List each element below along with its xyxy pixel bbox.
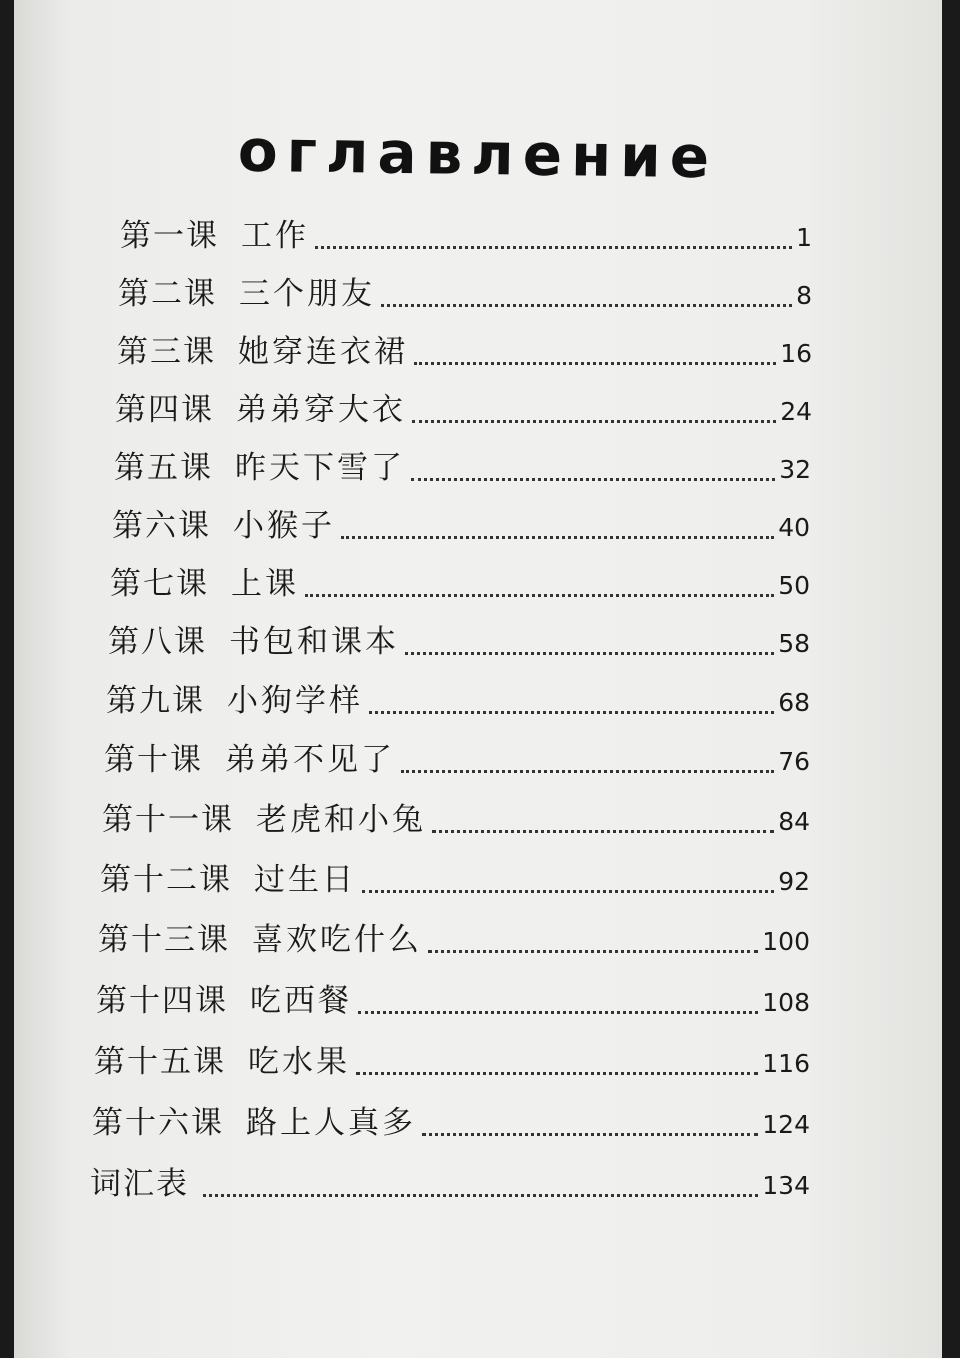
page-number: 84 [778,807,810,836]
lesson-number: 第四课 [115,392,214,428]
dot-leader [362,890,774,893]
lesson-number: 第十三课 [98,922,230,958]
lesson-number: 第七课 [110,566,209,602]
toc-entry [96,975,810,1020]
lesson-title: 喜欢吃什么 [252,922,422,958]
dot-leader [412,420,776,423]
dot-leader [356,1072,758,1075]
lesson-title: 吃水果 [248,1044,350,1080]
toc-entry [118,268,812,313]
toc-entry [90,1158,810,1203]
page-number: 134 [762,1171,810,1200]
lesson-number: 第六课 [112,508,211,544]
lesson-number: 第五课 [114,450,213,486]
page-number: 76 [778,747,810,776]
dot-leader [315,246,792,249]
page-number: 68 [778,688,810,717]
lesson-title: 三个朋友 [239,276,375,312]
dot-leader [203,1194,758,1197]
dot-leader [305,594,774,597]
lesson-title: 弟弟穿大衣 [236,392,406,428]
lesson-number: 第十四课 [96,983,228,1019]
dot-leader [422,1133,758,1136]
lesson-number: 第十二课 [100,862,232,898]
dot-leader [341,536,774,539]
lesson-number: 第九课 [106,683,205,719]
table-of-contents [14,0,942,1358]
toc-entry [110,558,810,603]
lesson-number: 第十五课 [94,1044,226,1080]
lesson-title: 小猴子 [233,508,335,544]
toc-entry [94,1036,810,1081]
lesson-number: 第一课 [120,218,219,254]
toc-entry [114,442,811,487]
toc-entry [112,500,810,545]
page-number: 124 [762,1110,810,1139]
toc-entry [104,734,810,779]
toc-entry [117,326,812,371]
page-number: 108 [762,988,810,1017]
lesson-title: 她穿连衣裙 [238,334,408,370]
page-number: 100 [762,927,810,956]
lesson-number: 第十一课 [102,802,234,838]
lesson-title: 过生日 [254,862,356,898]
toc-entry [92,1097,810,1142]
page-number: 92 [778,867,810,896]
lesson-number: 第十课 [104,742,203,778]
lesson-number: 第三课 [117,334,216,370]
lesson-number: 第二课 [118,276,217,312]
lesson-number: 第八课 [108,624,207,660]
dot-leader [432,830,774,833]
lesson-number: 第十六课 [92,1105,224,1141]
toc-entry [108,616,810,661]
lesson-title: 上课 [231,566,299,602]
dot-leader [405,652,774,655]
lesson-title: 弟弟不见了 [225,742,395,778]
dot-leader [414,362,776,365]
page-number: 116 [762,1049,810,1078]
lesson-title: 书包和课本 [229,624,399,660]
dot-leader [428,950,758,953]
page-number: 50 [778,571,810,600]
page-number: 8 [796,281,812,310]
glossary-label: 词汇表 [90,1166,189,1202]
page-number: 16 [780,339,812,368]
lesson-title: 工作 [241,218,309,254]
dot-leader [401,770,774,773]
page-number: 40 [778,513,810,542]
dot-leader [411,478,775,481]
dot-leader [369,711,774,714]
toc-entry [100,854,810,899]
page-number: 32 [779,455,811,484]
lesson-title: 吃西餐 [250,983,352,1019]
lesson-title: 路上人真多 [246,1105,416,1141]
page-title: оглавление [237,116,719,192]
page-number: 1 [796,223,812,252]
dot-leader [358,1011,758,1014]
lesson-title: 小狗学样 [227,683,363,719]
toc-entry [98,914,810,959]
lesson-title: 老虎和小兔 [256,802,426,838]
page-number: 24 [780,397,812,426]
book-page [14,0,942,1358]
page-number: 58 [778,629,810,658]
toc-entry [106,675,810,720]
toc-entry [115,384,812,429]
toc-entry [102,794,810,839]
dot-leader [381,304,792,307]
toc-entry [120,210,812,255]
lesson-title: 昨天下雪了 [235,450,405,486]
